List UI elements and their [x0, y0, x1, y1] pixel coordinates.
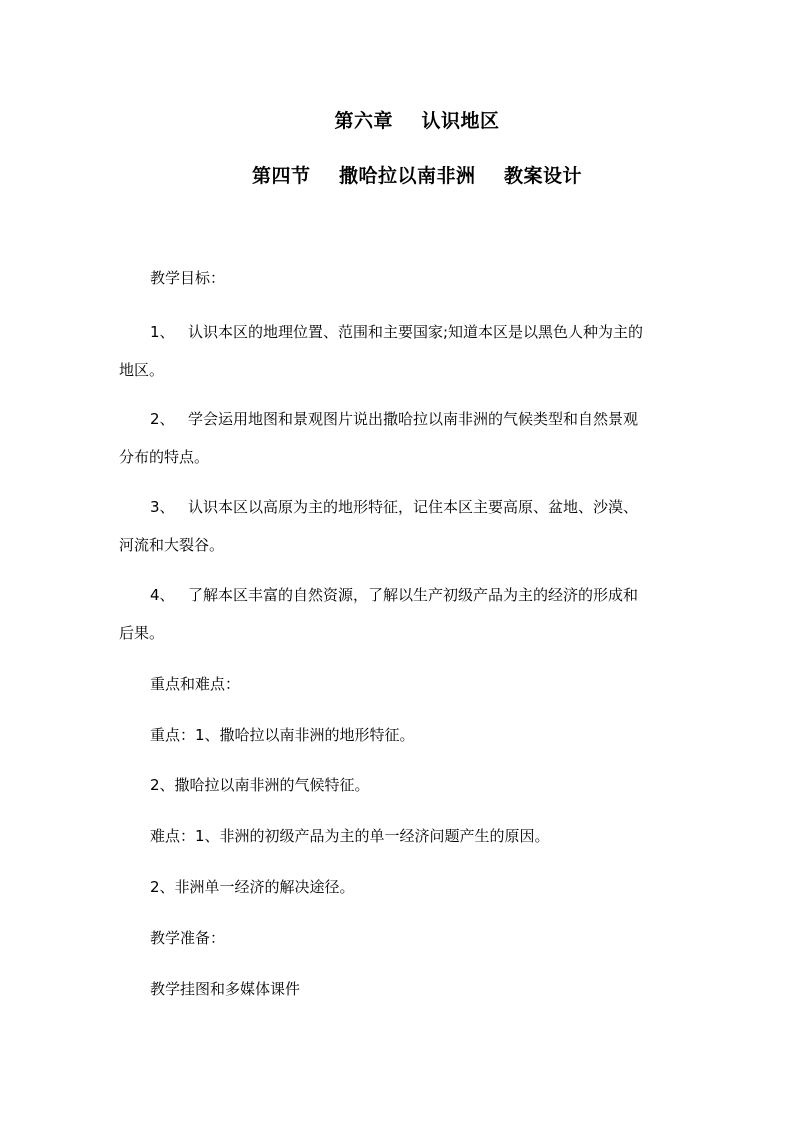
preparation-heading: 教学准备： — [150, 929, 226, 947]
objective-1-text: 认识本区的地理位置、范围和主要国家;知道本区是以黑色人种为主的 — [188, 323, 644, 341]
objective-3-number: 3、 — [150, 498, 175, 516]
section-title: 第四节 撒哈拉以南非洲 教案设计 — [252, 165, 582, 187]
focus-point-1: 重点：1、撒哈拉以南非洲的地形特征。 — [150, 726, 415, 744]
objective-3-line-1 — [150, 497, 638, 517]
objective-4-line-2: 后果。 — [119, 624, 165, 642]
preparation-content: 教学挂图和多媒体课件 — [150, 980, 301, 998]
focus-point-2: 2、撒哈拉以南非洲的气候特征。 — [150, 776, 370, 794]
objective-1-line-1 — [150, 322, 643, 342]
difficulty-point-2: 2、非洲单一经济的解决途径。 — [150, 878, 355, 896]
objective-3-line-2: 河流和大裂谷。 — [119, 536, 225, 554]
objective-4-number: 4、 — [150, 586, 175, 604]
objective-4-text: 了解本区丰富的自然资源，了解以生产初级产品为主的经济的形成和 — [188, 586, 639, 604]
objective-2-text: 学会运用地图和景观图片说出撒哈拉以南非洲的气候类型和自然景观 — [188, 410, 639, 428]
objectives-heading: 教学目标： — [150, 269, 226, 287]
objective-1-line-2: 地区。 — [119, 361, 165, 379]
objective-2-line-1 — [150, 409, 638, 429]
difficulty-point-1: 难点：1、非洲的初级产品为主的单一经济问题产生的原因。 — [150, 827, 550, 845]
objective-2-number: 2、 — [150, 410, 175, 428]
key-points-heading: 重点和难点： — [150, 675, 241, 693]
chapter-title: 第六章 认识地区 — [334, 110, 500, 132]
objective-3-text: 认识本区以高原为主的地形特征，记住本区主要高原、盆地、沙漠、 — [188, 498, 639, 516]
objective-2-line-2: 分布的特点。 — [119, 448, 210, 466]
objective-4-line-1 — [150, 585, 638, 605]
objective-1-number: 1、 — [150, 323, 175, 341]
